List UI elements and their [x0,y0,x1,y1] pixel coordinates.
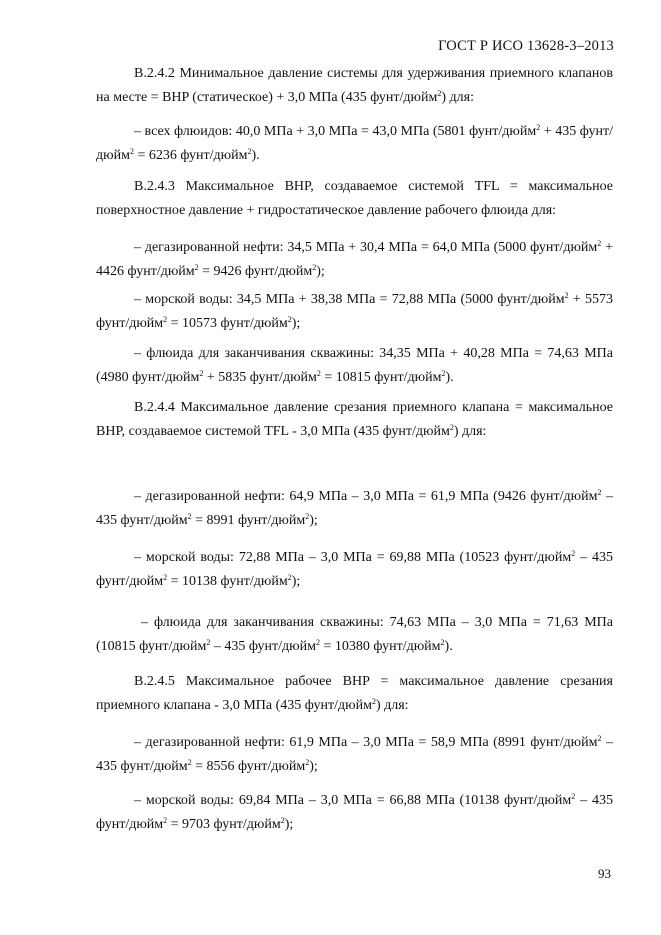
list-item-completion-fluid: – флюида для заканчивания скважины: 74,63 МПа – 3,0 МПа = 71,63 МПа (10815 фунт/дюйм$^2$ – 435 фунт/дюйм$^2$ = 10380 фунт/дюйм$^2$). [96,615,613,655]
clause-b245: B.2.4.5 Максимальное рабочее BHP = максимальное давление срезания приемного клапана - 3,0 МПа (435 фунт/дюйм$^2$) для: [96,674,613,714]
list-item-completion-fluid: – флюида для заканчивания скважины: 34,35 МПа + 40,28 МПа = 74,63 МПа (4980 фунт/дюйм$^2$ + 5835 фунт/дюйм$^2$ = 10815 фунт/дюйм$^2$). [96,346,613,386]
list-item-seawater: – морской воды: 72,88 МПа – 3,0 МПа = 69,88 МПа (10523 фунт/дюйм$^2$ – 435 фунт/дюйм$^2$ = 10138 фунт/дюйм$^2$); [96,549,614,590]
document-code-header: ГОСТ Р ИСО 13628-3–2013 [438,38,614,54]
list-item-degassed-oil: – дегазированной нефти: 61,9 МПа – 3,0 МПа = 58,9 МПа (8991 фунт/дюйм$^2$ – 435 фунт/дюйм$^2$ = 8556 фунт/дюйм$^2$); [96,734,613,775]
clause-b244: B.2.4.4 Максимальное давление срезания приемного клапана = максимальное BHP, создаваемое системой TFL - 3,0 МПа (435 фунт/дюйм$^2$) для: [96,400,613,440]
clause-b243: B.2.4.3 Максимальное BHP, создаваемое системой TFL = максимальное поверхностное давление + гидростатическое давление рабочего флюида для: [96,179,613,219]
clause-b242: B.2.4.2 Минимальное давление системы для удерживания приемного клапанов на месте = BHP (статическое) + 3,0 МПа (435 фунт/дюйм$^2$) для: [96,66,613,106]
page-number: 93 [598,866,611,881]
list-item-degassed-oil: – дегазированной нефти: 64,9 МПа – 3,0 МПа = 61,9 МПа (9426 фунт/дюйм$^2$ – 435 фунт/дюйм$^2$ = 8991 фунт/дюйм$^2$); [96,488,613,529]
list-item-degassed-oil: – дегазированной нефти: 34,5 МПа + 30,4 МПа = 64,0 МПа (5000 фунт/дюйм$^2$ + 4426 фунт/дюйм$^2$ = 9426 фунт/дюйм$^2$); [96,239,613,280]
list-item-seawater: – морской воды: 34,5 МПа + 38,38 МПа = 72,88 МПа (5000 фунт/дюйм$^2$ + 5573 фунт/дюйм$^2$ = 10573 фунт/дюйм$^2$); [96,291,613,332]
list-item-all-fluids: – всех флюидов: 40,0 МПа + 3,0 МПа = 43,0 МПа (5801 фунт/дюйм$^2$ + 435 фунт/дюйм$^2$ = 6236 фунт/дюйм$^2$). [96,123,613,164]
list-item-seawater: – морской воды: 69,84 МПа – 3,0 МПа = 66,88 МПа (10138 фунт/дюйм$^2$ – 435 фунт/дюйм$^2$ = 9703 фунт/дюйм$^2$); [96,792,614,833]
